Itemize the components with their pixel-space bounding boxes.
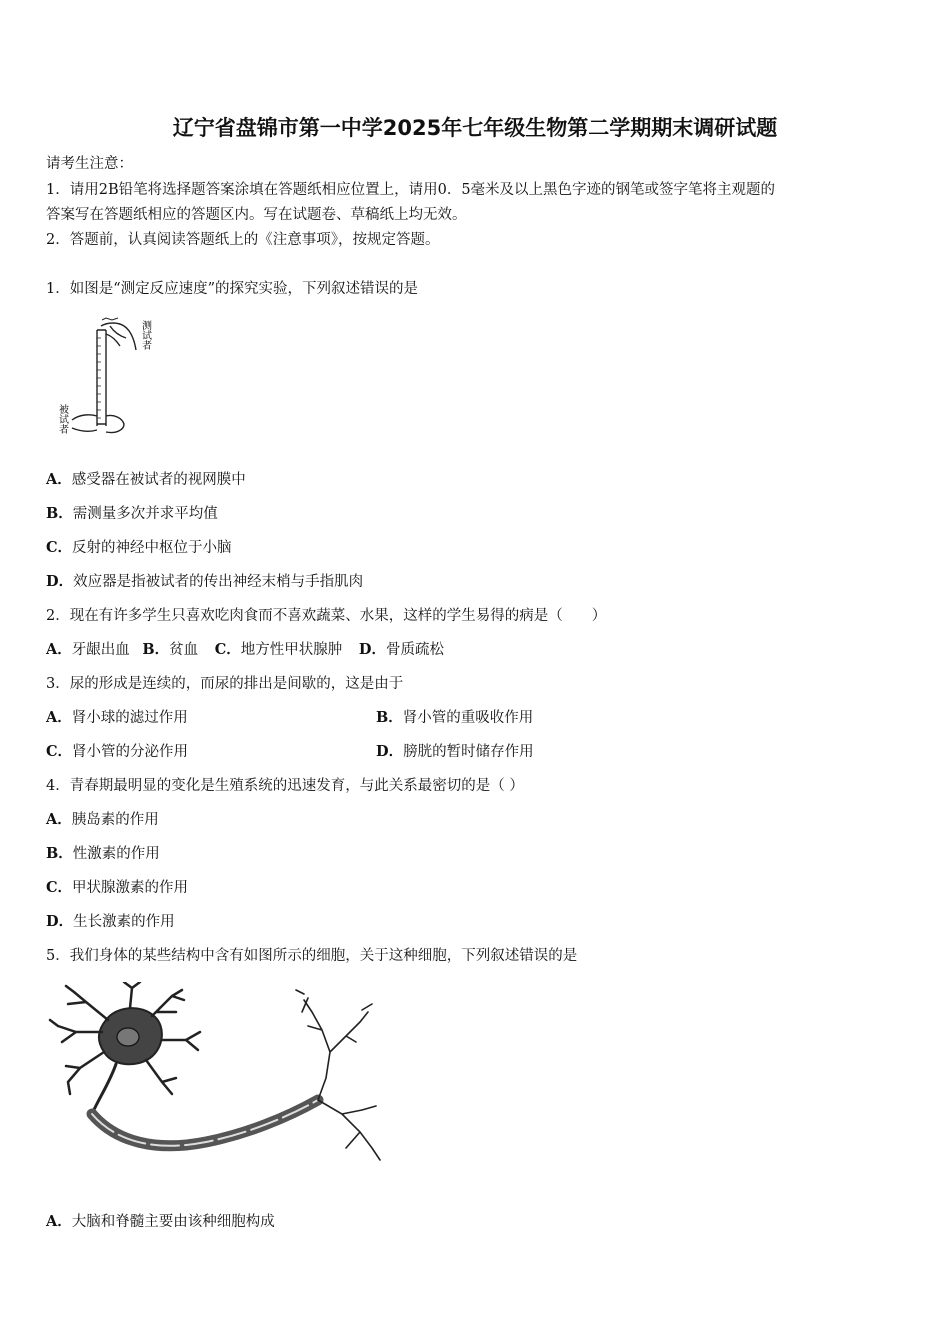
q1-option-c-label: C． — [46, 539, 73, 556]
q3-option-d-label: D． — [376, 743, 404, 760]
q2-option-d-label: D． — [358, 641, 386, 658]
notice-item-2: 2．答题前，认真阅读答题纸上的《注意事项》，按规定答题。 — [46, 232, 440, 248]
nucleus — [117, 1028, 139, 1046]
q4-option-c-label: C． — [46, 879, 73, 896]
q4-option-b-label: B． — [46, 845, 73, 862]
q3-option-c-label: C． — [46, 743, 73, 760]
q5-stem: 5．我们身体的某些结构中含有如图所示的细胞，关于这种细胞，下列叙述错误的是 — [46, 948, 578, 964]
q1-option-a — [46, 468, 246, 489]
q2-option-b-text: 贫血 — [169, 642, 199, 658]
q1-option-b-text: 需测量多次并求平均值 — [72, 506, 218, 522]
reaction-speed-figure — [50, 308, 165, 444]
q3-option-b-text: 肾小管的重吸收作用 — [402, 710, 534, 726]
q1-stem: 1．如图是“测定反应速度”的探究实验，下列叙述错误的是 — [46, 281, 419, 297]
exam-title: 辽宁省盘锦市第一中学2025年七年级生物第二学期期末调研试题 — [172, 116, 778, 140]
q4-option-c-text: 甲状腺激素的作用 — [72, 880, 189, 896]
q4-option-b-text: 性激素的作用 — [72, 846, 160, 862]
tester-label: 测试者 — [139, 320, 151, 350]
q4-option-d-label: D． — [46, 913, 74, 930]
q1-option-d — [46, 570, 363, 591]
q2-option-b-label: B． — [142, 641, 170, 658]
q4-stem: 4．青春期最明显的变化是生殖系统的迅速发育，与此关系最密切的是（ ） — [46, 778, 524, 794]
q4-option-a-label: A． — [46, 811, 72, 828]
q3-option-a-text: 肾小球的滤过作用 — [71, 710, 188, 726]
q4-option-d-text: 生长激素的作用 — [73, 914, 175, 930]
q2-stem: 2．现在有许多学生只喜欢吃肉食而不喜欢蔬菜、水果，这样的学生易得的病是（ ） — [46, 608, 607, 624]
q4-option-d — [46, 910, 175, 931]
axon-terminals — [296, 990, 380, 1160]
q1-option-d-label: D． — [46, 573, 74, 590]
notice-heading: 请考生注意： — [46, 156, 133, 172]
q3-option-c-text: 肾小管的分泌作用 — [72, 744, 189, 760]
q1-option-c — [46, 536, 232, 557]
subject-hand — [72, 415, 124, 433]
q2-option-d-text: 骨质疏松 — [385, 642, 444, 658]
q5-option-a-text: 大脑和脊髓主要由该种细胞构成 — [71, 1214, 275, 1230]
q1-option-b-label: B． — [46, 505, 73, 522]
q2-option-a-label: A． — [46, 641, 72, 658]
q4-option-b — [46, 842, 160, 863]
q3-option-d — [376, 740, 534, 761]
q2-option-c-label: C． — [214, 641, 241, 658]
q3-option-d-text: 膀胱的暂时储存作用 — [403, 744, 534, 760]
tester-fingers — [102, 318, 118, 320]
q1-option-d-text: 效应器是指被试者的传出神经末梢与手指肌肉 — [73, 574, 364, 590]
q5-option-a — [46, 1210, 275, 1231]
q1-option-b — [46, 502, 218, 523]
q1-option-a-label: A． — [46, 471, 72, 488]
neuron-figure — [46, 982, 386, 1177]
q3-option-a — [46, 706, 188, 727]
q2-options — [46, 638, 444, 659]
q1-option-c-text: 反射的神经中枢位于小脑 — [72, 540, 232, 556]
q4-option-a-text: 胰岛素的作用 — [71, 812, 159, 828]
q3-option-a-label: A． — [46, 709, 72, 726]
notice-item-1b: 答案写在答题纸相应的答题区内。写在试题卷、草稿纸上均无效。 — [46, 207, 467, 223]
q1-option-a-text: 感受器在被试者的视网膜中 — [71, 472, 246, 488]
q3-option-c — [46, 740, 188, 761]
q2-option-a-text: 牙龈出血 — [71, 642, 130, 658]
q4-option-c — [46, 876, 188, 897]
q3-option-b-label: B． — [376, 709, 403, 726]
q4-option-a — [46, 808, 159, 829]
subject-label: 被试者 — [56, 404, 68, 434]
q5-option-a-label: A． — [46, 1213, 72, 1230]
q2-option-c-text: 地方性甲状腺肿 — [240, 642, 343, 658]
q3-stem: 3．尿的形成是连续的，而尿的排出是间歇的，这是由于 — [46, 676, 404, 692]
q3-option-b — [376, 706, 533, 727]
notice-item-1a: 1．请用2B铅笔将选择题答案涂填在答题纸相应位置上，请用0．5毫米及以上黑色字迹的钢笔或签字笔将主观题的 — [46, 182, 776, 198]
